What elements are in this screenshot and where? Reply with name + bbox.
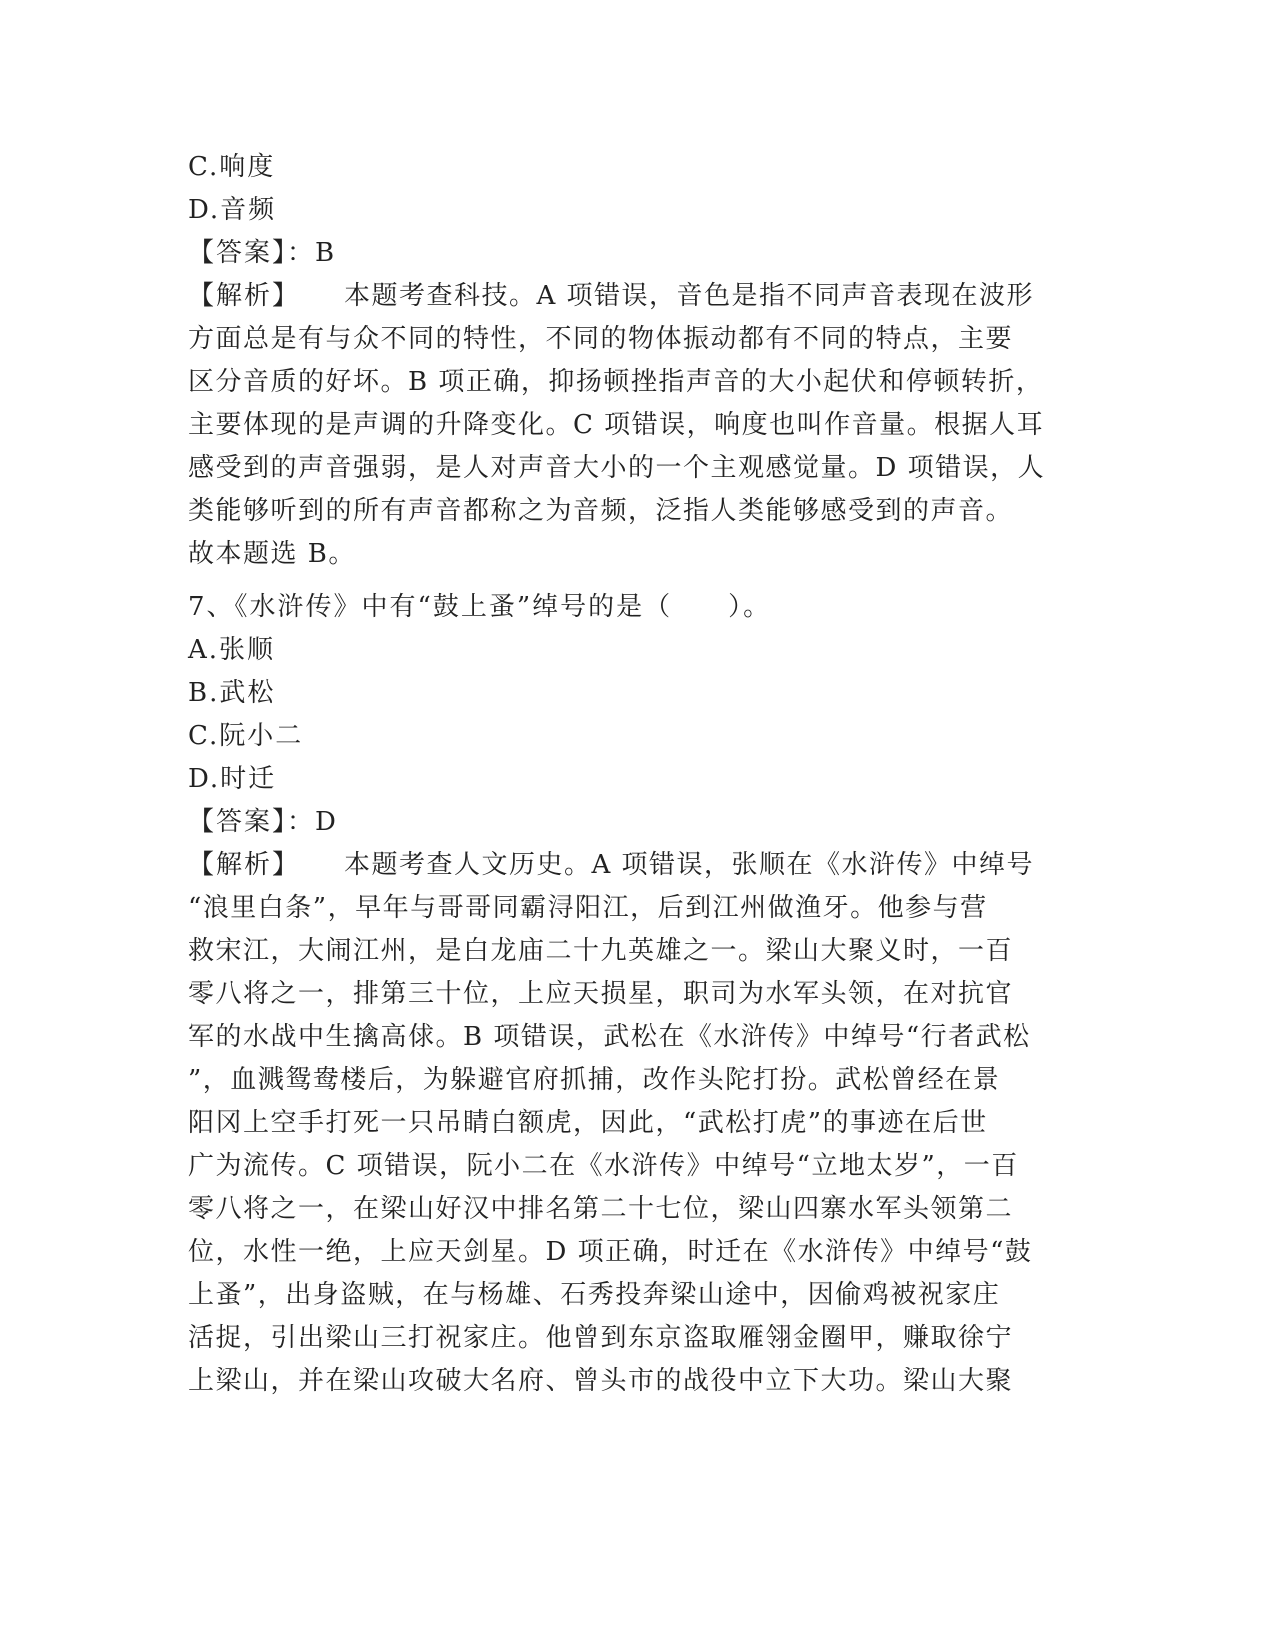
q7-option-a: A.张顺 (188, 635, 276, 665)
q6-analysis-line: 类能够听到的所有声音都称之为音频，泛指人类能够感受到的声音。 (188, 496, 1014, 526)
q7-analysis-text: 本题考查人文历史。A 项错误，张顺在《水浒传》中绰号 (344, 850, 1035, 880)
q7-analysis-line: 位，水性一绝，上应天剑星。D 项正确，时迁在《水浒传》中绰号“鼓 (188, 1237, 1033, 1267)
q7-answer-value: ：D (287, 807, 338, 837)
q6-analysis-line: 故本题选 B。 (188, 539, 356, 569)
q7-analysis-line: 零八将之一，排第三十位，上应天损星，职司为水军头领，在对抗官 (188, 979, 1014, 1009)
document-page (188, 146, 1078, 1403)
q7-analysis-line-1 (188, 844, 1078, 887)
q6-analysis-line: 感受到的声音强弱，是人对声音大小的一个主观感觉量。D 项错误，人 (188, 453, 1046, 483)
q7-answer (188, 801, 1078, 844)
q6-answer-label: 【答案】 (188, 238, 288, 268)
question-divider (188, 576, 1078, 586)
q6-answer-value: ：B (287, 238, 337, 268)
q7-analysis-line: 阳冈上空手打死一只吊睛白额虎，因此，“武松打虎”的事迹在后世 (188, 1108, 988, 1138)
q7-stem: 7、《水浒传》中有“鼓上蚤”绰号的是（ ）。 (188, 592, 772, 622)
q7-analysis-line: 广为流传。C 项错误，阮小二在《水浒传》中绰号“立地太岁”，一百 (188, 1151, 1019, 1181)
q6-analysis-line-1 (188, 275, 1078, 318)
q7-analysis-line: 零八将之一，在梁山好汉中排名第二十七位，梁山四寨水军头领第二 (188, 1194, 1014, 1224)
q7-analysis-line: “浪里白条”，早年与哥哥同霸浔阳江，后到江州做渔牙。他参与营 (188, 893, 988, 923)
q7-analysis-line: 活捉，引出梁山三打祝家庄。他曾到东京盗取雁翎金圈甲，赚取徐宁 (188, 1323, 1014, 1353)
q6-analysis-line: 方面总是有与众不同的特性，不同的物体振动都有不同的特点，主要 (188, 324, 1014, 354)
q7-answer-label: 【答案】 (188, 807, 288, 837)
q7-analysis-line: 救宋江，大闹江州，是白龙庙二十九英雄之一。梁山大聚义时，一百 (188, 936, 1014, 966)
q7-analysis-line: 上蚤”，出身盗贼，在与杨雄、石秀投奔梁山途中，因偷鸡被祝家庄 (188, 1280, 1001, 1310)
q7-analysis-label: 【解析】 (188, 850, 301, 880)
q7-option-b: B.武松 (188, 678, 276, 708)
q6-option-c: C.响度 (188, 152, 276, 182)
q6-analysis-line: 主要体现的是声调的升降变化。C 项错误，响度也叫作音量。根据人耳 (188, 410, 1045, 440)
q6-option-d: D.音频 (188, 195, 277, 225)
q7-analysis-line: 上梁山，并在梁山攻破大名府、曾头市的战役中立下大功。梁山大聚 (188, 1366, 1014, 1396)
q6-analysis-line: 区分音质的好坏。B 项正确，抑扬顿挫指声音的大小起伏和停顿转折， (188, 367, 1044, 397)
q6-analysis-text: 本题考查科技。A 项错误，音色是指不同声音表现在波形 (344, 281, 1035, 311)
q7-analysis-line: 军的水战中生擒高俅。B 项错误，武松在《水浒传》中绰号“行者武松 (188, 1022, 1031, 1052)
q7-option-c: C.阮小二 (188, 721, 304, 751)
q6-analysis-label: 【解析】 (188, 281, 301, 311)
q7-analysis-line: ”，血溅鸳鸯楼后，为躲避官府抓捕，改作头陀打扮。武松曾经在景 (188, 1065, 1001, 1095)
q6-answer (188, 232, 1078, 275)
q7-option-d: D.时迁 (188, 764, 277, 794)
